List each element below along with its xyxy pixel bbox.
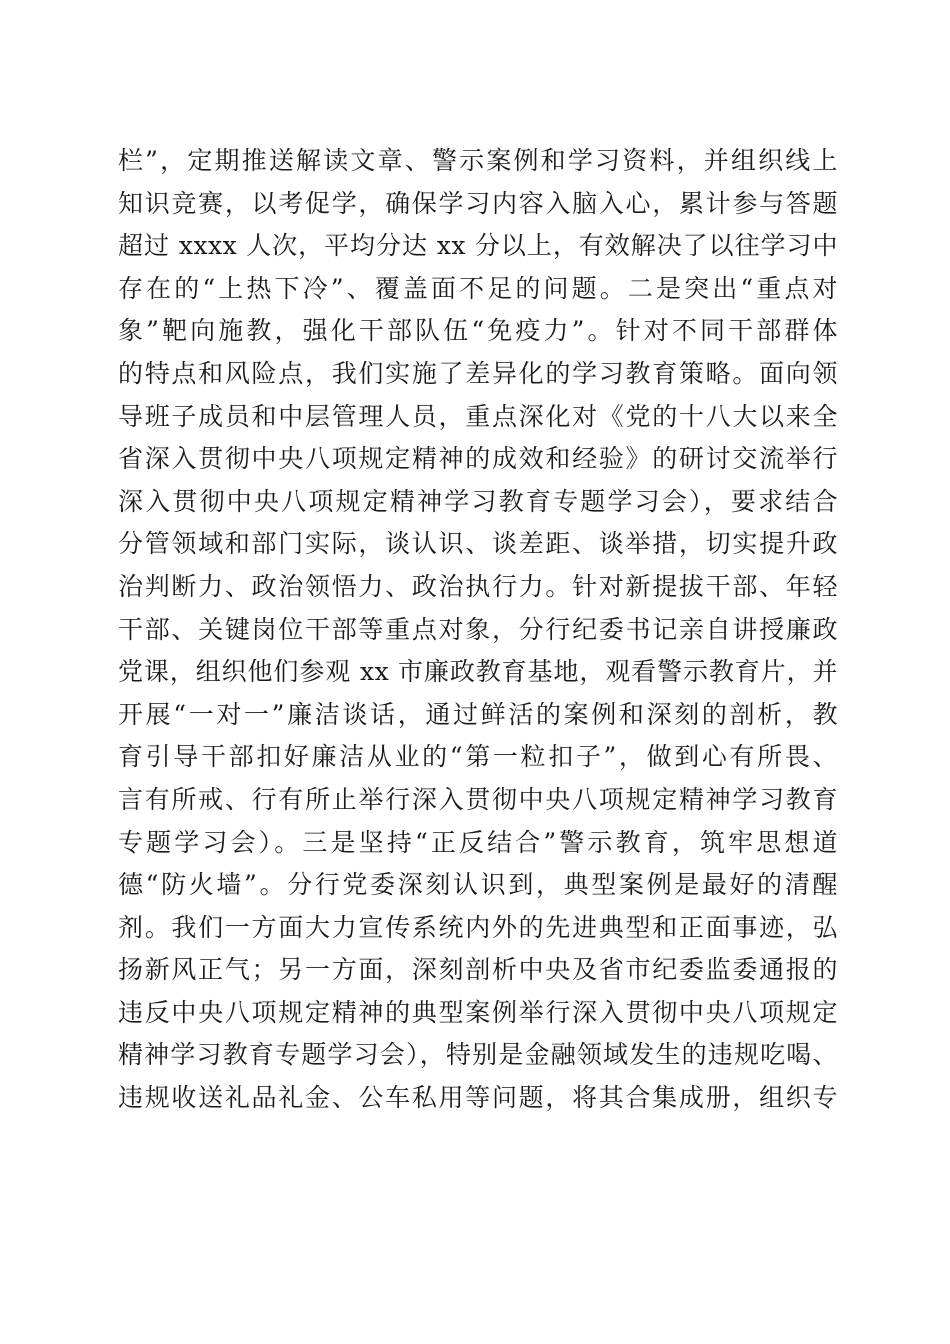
text-line: 精神学习教育专题学习会），特别是金融领域发生的违规吃喝、 — [118, 1040, 838, 1070]
text-line: 德“防火墙”。分行党委深刻认识到，典型案例是最好的清醒 — [118, 870, 838, 900]
body-paragraph — [118, 140, 838, 1120]
text-line: 知识竞赛，以考促学，确保学习内容入脑入心，累计参与答题 — [118, 188, 838, 218]
text-line: 违反中央八项规定精神的典型案例举行深入贯彻中央八项规定 — [118, 997, 838, 1027]
text-line: 剂。我们一方面大力宣传系统内外的先进典型和正面事迹，弘 — [118, 912, 838, 942]
text-line: 存在的“上热下冷”、覆盖面不足的问题。二是突出“重点对 — [118, 273, 838, 303]
text-line: 导班子成员和中层管理人员，重点深化对《党的十八大以来全 — [118, 401, 838, 431]
text-line: 言有所戒、行有所止举行深入贯彻中央八项规定精神学习教育 — [118, 784, 838, 814]
text-line: 省深入贯彻中央八项规定精神的成效和经验》的研讨交流举行 — [118, 444, 838, 474]
text-line: 治判断力、政治领悟力、政治执行力。针对新提拔干部、年轻 — [118, 571, 838, 601]
text-line: 象”靶向施教，强化干部队伍“免疫力”。针对不同干部群体 — [118, 316, 838, 346]
text-line: 超过 xxxx 人次，平均分达 xx 分以上，有效解决了以往学习中 — [118, 231, 838, 261]
text-line: 开展“一对一”廉洁谈话，通过鲜活的案例和深刻的剖析，教 — [118, 699, 838, 729]
text-line: 专题学习会）。三是坚持“正反结合”警示教育，筑牢思想道 — [118, 827, 838, 857]
text-line: 深入贯彻中央八项规定精神学习教育专题学习会），要求结合 — [118, 486, 838, 516]
text-line: 党课，组织他们参观 xx 市廉政教育基地，观看警示教育片，并 — [118, 657, 838, 687]
text-line: 育引导干部扣好廉洁从业的“第一粒扣子”，做到心有所畏、 — [118, 742, 838, 772]
text-line: 干部、关键岗位干部等重点对象，分行纪委书记亲自讲授廉政 — [118, 614, 838, 644]
text-line: 栏”，定期推送解读文章、警示案例和学习资料，并组织线上 — [118, 146, 838, 175]
text-line: 分管领域和部门实际，谈认识、谈差距、谈举措，切实提升政 — [118, 529, 838, 559]
text-line: 违规收送礼品礼金、公车私用等问题，将其合集成册，组织专 — [118, 1083, 838, 1113]
text-line: 扬新风正气；另一方面，深刻剖析中央及省市纪委监委通报的 — [118, 955, 838, 985]
text-line: 的特点和风险点，我们实施了差异化的学习教育策略。面向领 — [118, 358, 838, 388]
